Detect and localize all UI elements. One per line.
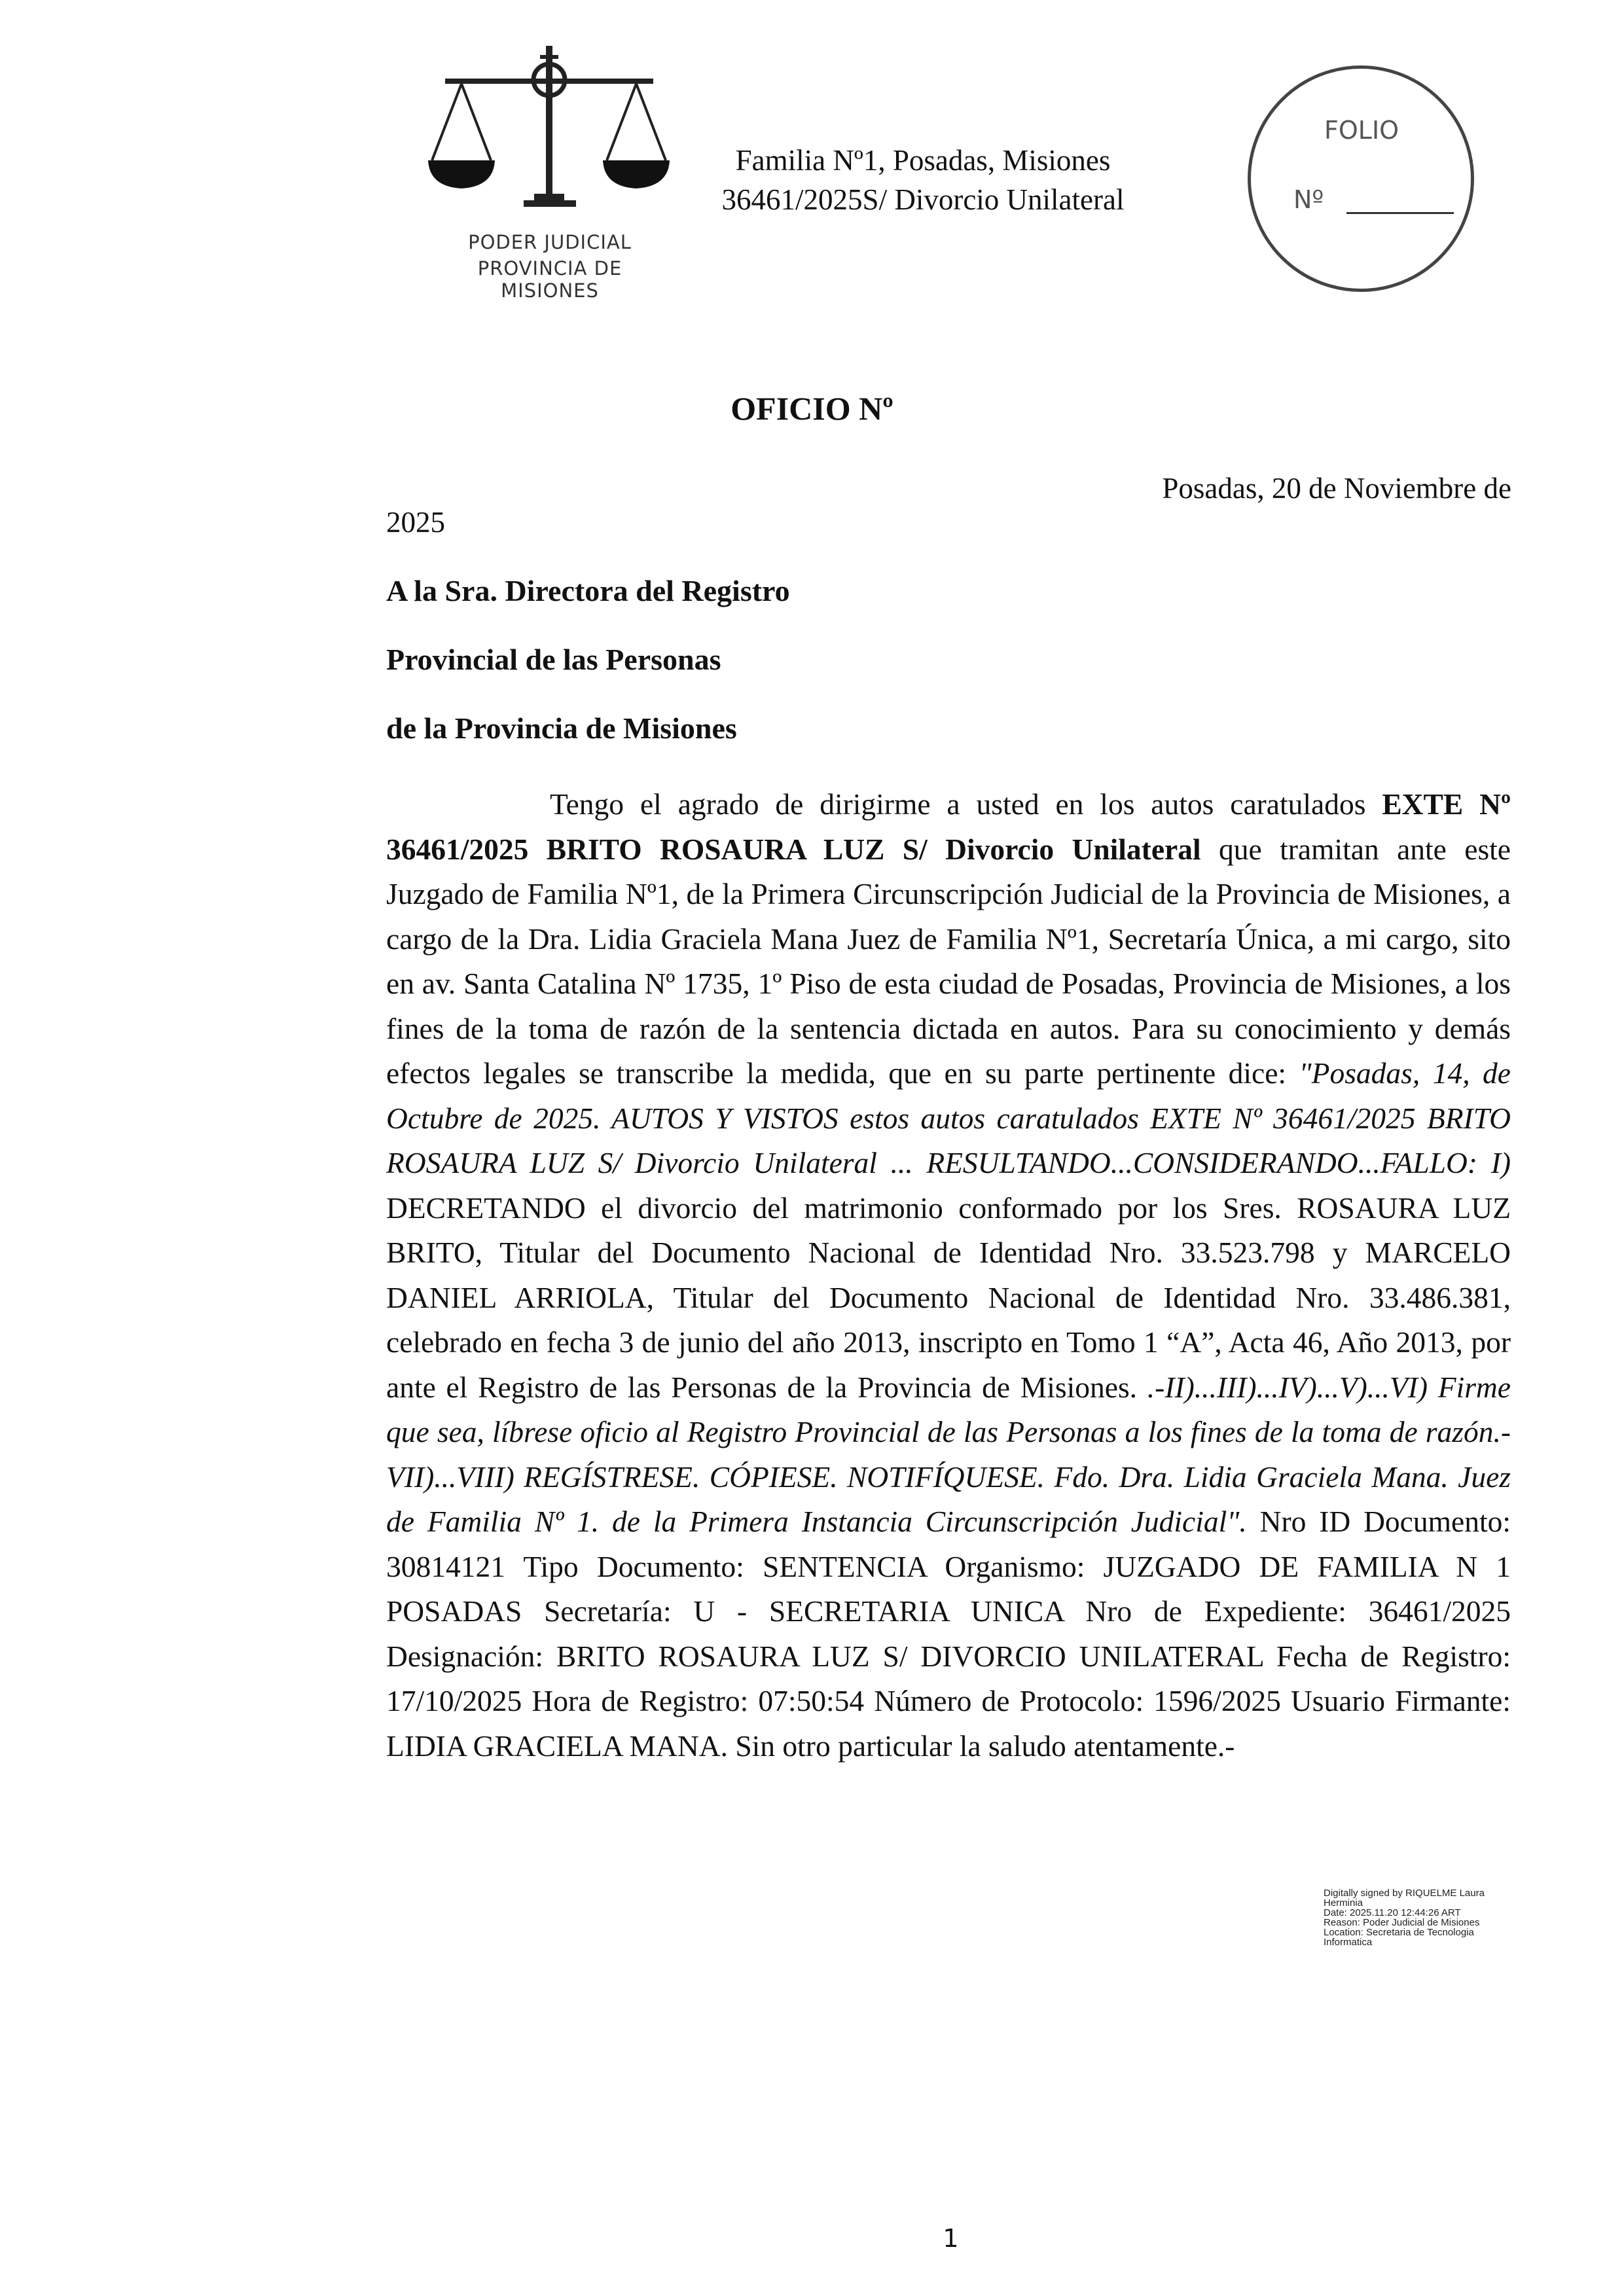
signature-line: Reason: Poder Judicial de Misiones xyxy=(1324,1917,1480,1928)
body-text-2: que tramitan ante este Juzgado de Familia Nº1, de la Primera Circunscripción Judicial de la Provincia de Misiones, a cargo de la Dra. Lidia Graciela Mana Juez de Familia Nº1, Secretaría Única, a mi cargo, sito en av. Santa Catalina Nº 1735, 1º Piso de esta ciudad de Posadas, Provincia de Misiones, a los fines de la toma de razón de la sentencia dictada en autos. Para su conocimiento y demás efectos legales se transcribe la medida, que en su parte pertinente dice: xyxy=(386,832,1511,1090)
body-paragraph xyxy=(386,782,1511,1768)
signature-line: Herminia xyxy=(1324,1897,1363,1909)
case-title-bold: EXTE Nº 36461/2025 BRITO ROSAURA LUZ S/ Divorcio Unilateral xyxy=(386,787,1511,866)
logo-text-line2: PROVINCIA DE MISIONES xyxy=(477,257,623,302)
digital-signature xyxy=(1324,1888,1513,1947)
body-text-3: DECRETANDO el divorcio del matrimonio conformado por los Sres. ROSAURA LUZ BRITO, Titular del Documento Nacional de Identidad Nro. 33.523.798 y MARCELO DANIEL ARRIOLA, Titular del Documento Nacional de Identidad Nro. 33.486.381, celebrado en fecha 3 de junio del año 2013, inscripto en Tomo 1 “A”, Acta 46, Año 2013, por ante el Registro de las Personas de la Provincia de Misiones. xyxy=(386,1191,1511,1404)
folio-label: FOLIO xyxy=(1324,116,1399,145)
signature-line: Date: 2025.11.20 12:44:26 ART xyxy=(1324,1907,1461,1918)
folio-stamp xyxy=(1248,65,1474,292)
page-number: 1 xyxy=(943,2224,959,2253)
case-reference: 36461/2025S/ Divorcio Unilateral xyxy=(721,183,1125,216)
logo-text-line1: PODER JUDICIAL xyxy=(468,231,632,253)
addressee-line2: Provincial de las Personas xyxy=(386,643,721,676)
court-header xyxy=(694,141,1152,219)
folio-number-label: Nº xyxy=(1293,185,1324,214)
quoted-sentence-1: "Posadas, 14, de Octubre de 2025. AUTOS Y VISTOS estos autos caratulados EXTE Nº 36461/2025 BRITO ROSAURA LUZ S/ Divorcio Unilateral ... RESULTANDO...CONSIDERANDO...FALLO: I) xyxy=(386,1056,1511,1179)
signature-line: Digitally signed by RIQUELME Laura xyxy=(1324,1888,1485,1899)
judicial-logo xyxy=(425,46,674,302)
body-text-4: Nro ID Documento: 30814121 Tipo Documento: SENTENCIA Organismo: JUZGADO DE FAMILIA N 1 POSADAS Secretaría: U - SECRETARIA UNICA Nro de Expediente: 36461/2025 Designación: BRITO ROSAURA LUZ S/ DIVORCIO UNILATERAL Fecha de Registro: 17/10/2025 Hora de Registro: 07:50:54 Número de Protocolo: 1596/2025 Usuario Firmante: LIDIA GRACIELA MANA. Sin otro particular la saludo atentamente.- xyxy=(386,1505,1511,1763)
body-text-1: Tengo el agrado de dirigirme a usted en los autos caratulados xyxy=(550,787,1382,821)
date-line2: 2025 xyxy=(386,506,445,539)
document-title: OFICIO Nº xyxy=(731,390,893,427)
court-name: Familia Nº1, Posadas, Misiones xyxy=(735,144,1111,177)
scales-of-justice-icon xyxy=(425,46,674,229)
addressee-line3: de la Provincia de Misiones xyxy=(386,711,737,745)
quoted-sentence-2: .-II)...III)...IV)...V)...VI) Firme que sea, líbrese oficio al Registro Provincial de las Personas a los fines de la toma de razón.-VII)...VIII) REGÍSTRESE. CÓPIESE. NOTIFÍQUESE. Fdo. Dra. Lidia Graciela Mana. Juez de Familia Nº 1. de la Primera Instancia Circunscripción Judicial". xyxy=(386,1370,1511,1538)
date-line1: Posadas, 20 de Noviembre de xyxy=(1162,472,1511,505)
body-text xyxy=(386,782,1511,1768)
signature-line: Informatica xyxy=(1324,1937,1373,1948)
addressee-line1: A la Sra. Directora del Registro xyxy=(386,574,790,607)
signature-line: Location: Secretaria de Tecnologia xyxy=(1324,1927,1474,1938)
folio-number-blank xyxy=(1346,212,1454,214)
